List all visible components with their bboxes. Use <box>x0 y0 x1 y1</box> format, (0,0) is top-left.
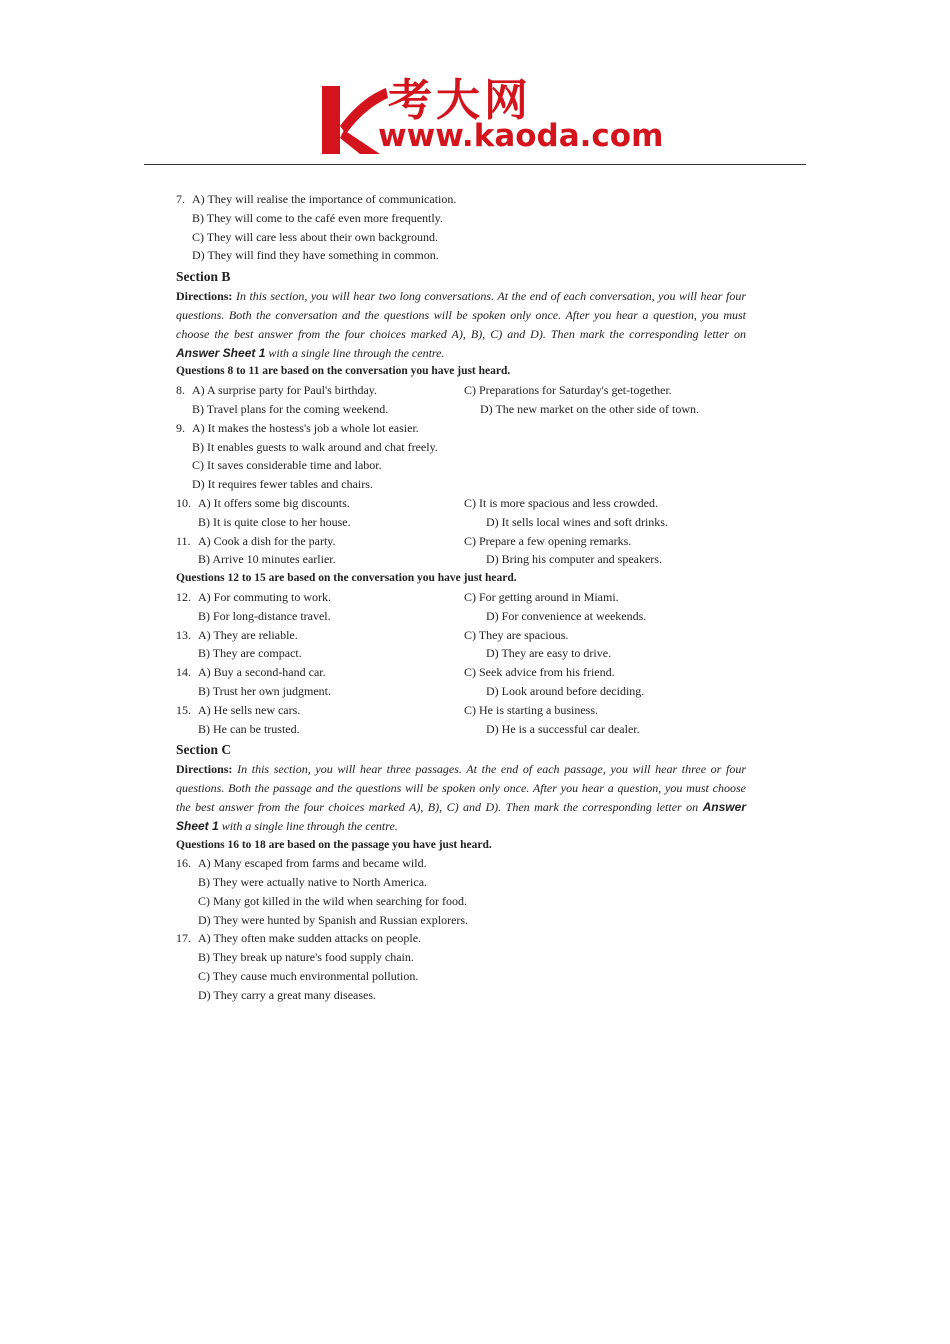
section-c-title: Section C <box>176 742 232 758</box>
question-17-option-d: D) They carry a great many diseases. <box>198 987 377 1002</box>
section-c-directions: Directions: In this section, you will hear three passages. At the end of each passage, you will hear three or four questions. Both the passage and the questions will be spoken only once. After you hear a question, you must choose the best answer from the four choices marked A), B), C) and D). Then mark the corresponding letter on Answer Sheet 1 with a single line through the centre. <box>176 762 746 833</box>
question-10-row-2: B) It is quite close to her house. D) It sells local wines and soft drinks. <box>198 514 668 529</box>
question-17-option-c: C) They cause much environmental pollution. <box>198 969 419 984</box>
question-9-option-a: 9. A) It makes the hostess's job a whole lot easier. <box>176 420 419 435</box>
question-7-option-d: D) They will find they have something in common. <box>192 248 439 263</box>
site-logo <box>318 70 664 160</box>
question-7-option-b: B) They will come to the café even more frequently. <box>192 210 443 225</box>
question-9-option-b: B) It enables guests to walk around and chat freely. <box>192 439 438 454</box>
section-b-directions: Directions: In this section, you will hear two long conversations. At the end of each conversation, you will hear four questions. Both the conversation and the questions will be spoken only once. After you hear a question, you must choose the best answer from the four choices marked A), B), C) and D). Then mark the corresponding letter on Answer Sheet 1 with a single line through the centre. <box>176 289 746 360</box>
question-16-option-a: 16. A) Many escaped from farms and became wild. <box>176 856 427 871</box>
question-8-row-1: 8. A) A surprise party for Paul's birthday. C) Preparations for Saturday's get-together. <box>176 383 672 398</box>
question-17-option-a: 17. A) They often make sudden attacks on people. <box>176 931 422 946</box>
question-12-row-2: B) For long-distance travel. D) For convenience at weekends. <box>198 608 647 623</box>
question-12-row-1: 12. A) For commuting to work. C) For getting around in Miami. <box>176 589 619 604</box>
question-number: 7. <box>176 192 185 206</box>
section-c-based-1: Questions 16 to 18 are based on the passage you have just heard. <box>176 838 492 851</box>
section-b-based-1: Questions 8 to 11 are based on the conversation you have just heard. <box>176 365 511 378</box>
question-15-row-1: 15. A) He sells new cars. C) He is starting a business. <box>176 702 598 717</box>
question-13-row-2: B) They are compact. D) They are easy to drive. <box>198 646 612 661</box>
question-9-option-d: D) It requires fewer tables and chairs. <box>192 477 373 492</box>
question-17-option-b: B) They break up nature's food supply chain. <box>198 950 414 965</box>
header-divider <box>144 164 806 165</box>
question-9-option-c: C) It saves considerable time and labor. <box>192 458 382 473</box>
logo-brand-text: 考大网 <box>388 75 532 126</box>
question-7-option-c: C) They will care less about their own background. <box>192 229 439 244</box>
question-15-row-2: B) He can be trusted. D) He is a successful car dealer. <box>198 721 640 736</box>
question-13-row-1: 13. A) They are reliable. C) They are spacious. <box>176 627 569 642</box>
logo-url-text: www.kaoda.com <box>378 118 664 154</box>
section-b-title: Section B <box>176 269 231 285</box>
question-16-option-c: C) Many got killed in the wild when searching for food. <box>198 893 467 908</box>
question-7-option-a: 7. A) They will realise the importance of communication. <box>176 190 746 209</box>
question-10-row-1: 10. A) It offers some big discounts. C) It is more spacious and less crowded. <box>176 495 658 510</box>
question-16-option-b: B) They were actually native to North America. <box>198 875 428 890</box>
question-16-option-d: D) They were hunted by Spanish and Russian explorers. <box>198 912 469 927</box>
question-14-row-1: 14. A) Buy a second-hand car. C) Seek advice from his friend. <box>176 665 615 680</box>
section-b-based-2: Questions 12 to 15 are based on the conversation you have just heard. <box>176 572 517 585</box>
question-14-row-2: B) Trust her own judgment. D) Look around before deciding. <box>198 683 645 698</box>
question-11-row-1: 11. A) Cook a dish for the party. C) Prepare a few opening remarks. <box>176 533 632 548</box>
question-8-row-2: B) Travel plans for the coming weekend. D) The new market on the other side of town. <box>192 401 700 416</box>
exam-content <box>176 190 746 1005</box>
question-11-row-2: B) Arrive 10 minutes earlier. D) Bring his computer and speakers. <box>198 552 662 567</box>
